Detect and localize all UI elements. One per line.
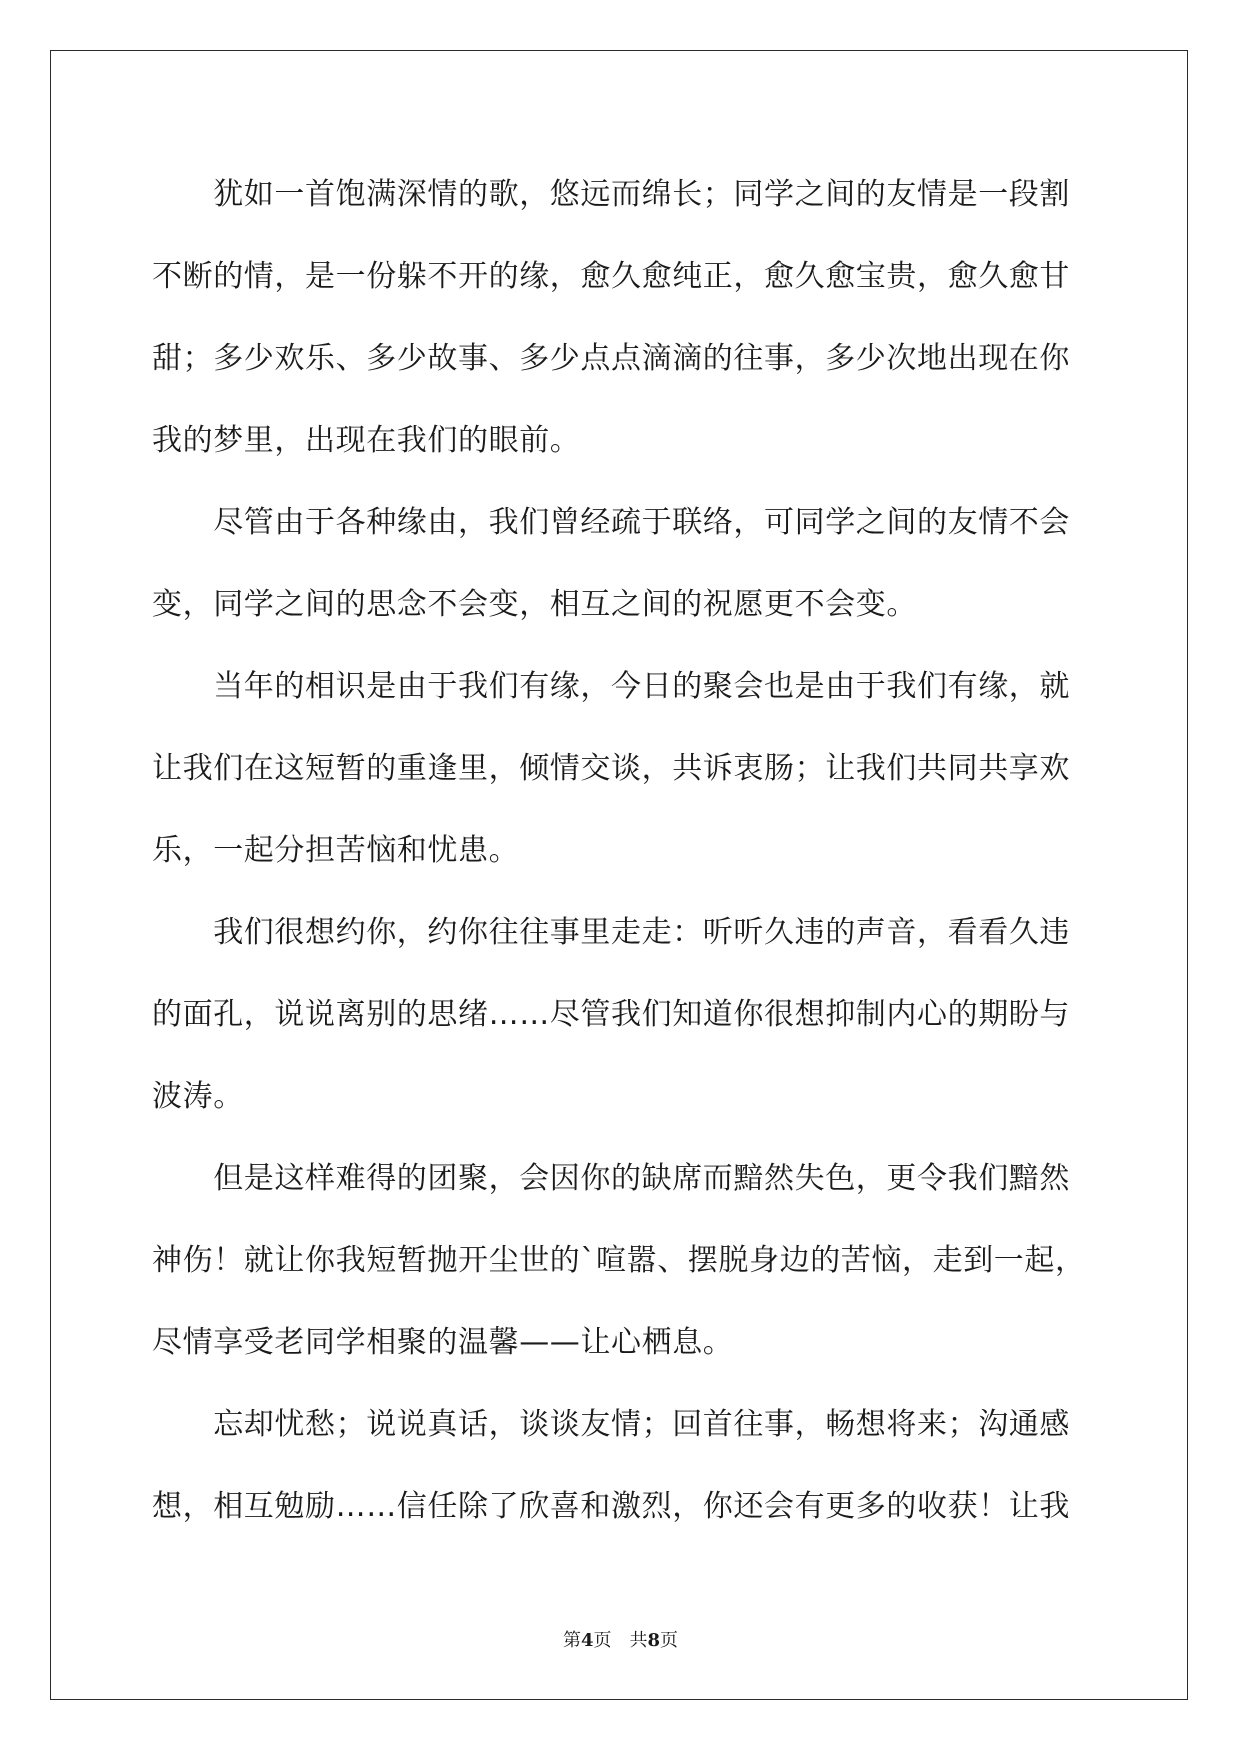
text-line: 尽情享受老同学相聚的温馨——让心栖息。 [152, 1325, 734, 1360]
page-prefix: 第 [562, 1630, 581, 1651]
paragraph [152, 892, 1086, 1138]
text-line: 我们很想约你，约你往往事里走走：听听久违的声音，看看久违 [152, 915, 1070, 950]
text-line: 忘却忧愁；说说真话，谈谈友情；回首往事，畅想将来；沟通感 [152, 1407, 1070, 1442]
total-suffix: 页 [660, 1630, 679, 1651]
text-line: 甜；多少欢乐、多少故事、多少点点滴滴的往事，多少次地出现在你 [152, 341, 1070, 376]
text-line: 乐，一起分担苦恼和忧患。 [152, 833, 520, 868]
text-line: 我的梦里，出现在我们的眼前。 [152, 423, 581, 458]
page-footer [0, 1626, 1241, 1652]
page-suffix: 页 [593, 1630, 612, 1651]
text-line: 波涛。 [152, 1079, 244, 1114]
text-line: 让我们在这短暂的重逢里，倾情交谈，共诉衷肠；让我们共同共享欢 [152, 751, 1070, 786]
total-prefix: 共 [629, 1630, 648, 1651]
paragraph [152, 482, 1086, 646]
text-line: 尽管由于各种缘由，我们曾经疏于联络，可同学之间的友情不会 [152, 505, 1070, 540]
page-total: 8 [647, 1630, 661, 1651]
paragraph [152, 1138, 1086, 1384]
text-line: 但是这样难得的团聚，会因你的缺席而黯然失色，更令我们黯然 [152, 1161, 1070, 1196]
text-line: 的面孔，说说离别的思绪……尽管我们知道你很想抑制内心的期盼与 [152, 997, 1070, 1032]
page-current: 4 [580, 1630, 594, 1651]
text-line: 变，同学之间的思念不会变，相互之间的祝愿更不会变。 [152, 587, 917, 622]
paragraph [152, 1384, 1086, 1548]
text-line: 犹如一首饱满深情的歌，悠远而绵长；同学之间的友情是一段割 [152, 177, 1070, 212]
text-line: 当年的相识是由于我们有缘，今日的聚会也是由于我们有缘，就 [152, 669, 1070, 704]
paragraph [152, 646, 1086, 892]
document-body [152, 154, 1086, 1548]
text-line: 不断的情，是一份躲不开的缘，愈久愈纯正，愈久愈宝贵，愈久愈甘 [152, 259, 1070, 294]
text-line: 想，相互勉励……信任除了欣喜和激烈，你还会有更多的收获！让我 [152, 1489, 1070, 1524]
paragraph [152, 154, 1086, 482]
text-line: 神伤！就让你我短暂抛开尘世的`喧嚣、摆脱身边的苦恼，走到一起， [152, 1243, 1086, 1278]
